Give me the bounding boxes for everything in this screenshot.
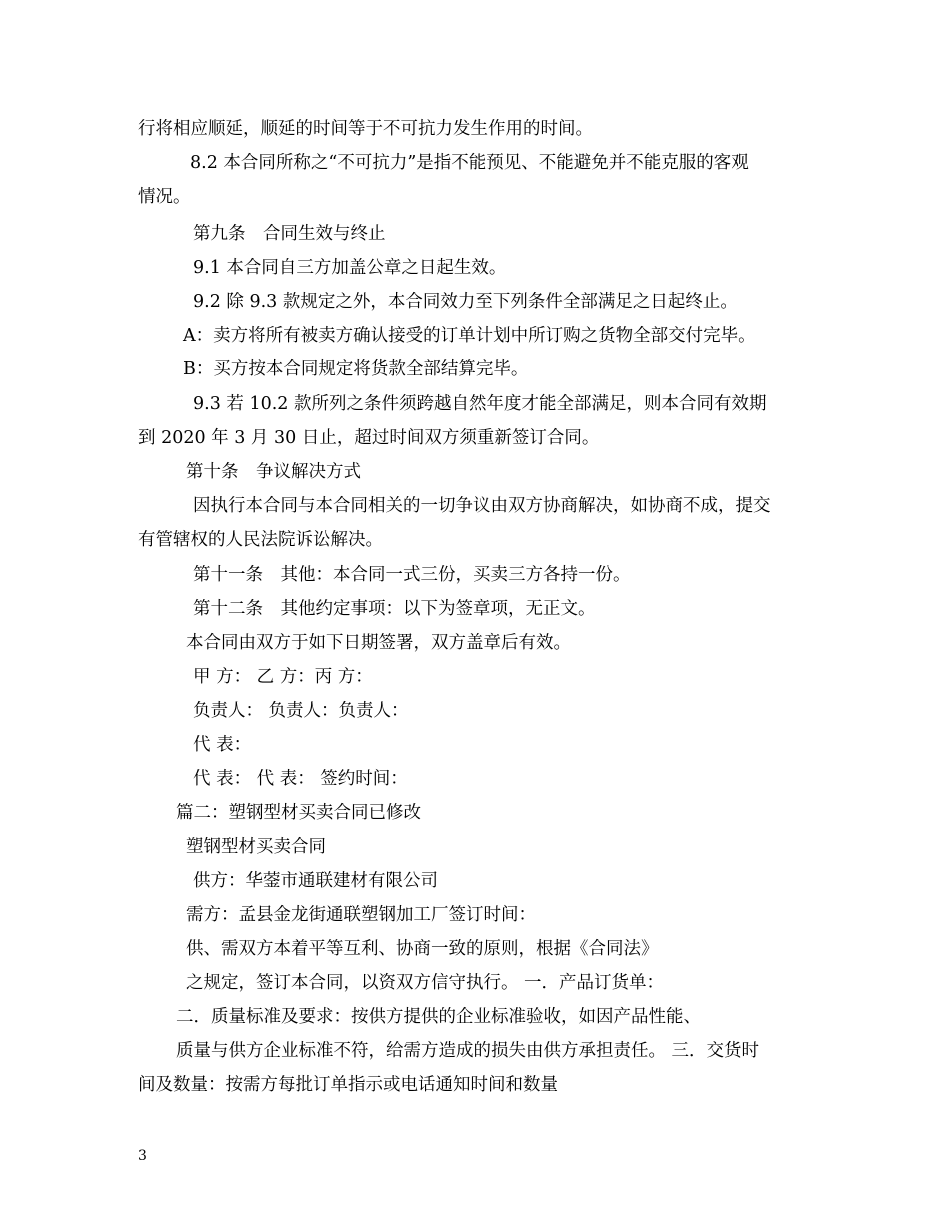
text-line: 情况。: [138, 187, 191, 207]
text-line: 8.2 本合同所称之“不可抗力”是指不能预见、不能避免并不能克服的客观: [190, 153, 749, 173]
text-line: 供、需双方本着平等互利、协商一致的原则，根据《合同法》: [186, 939, 659, 959]
text-line: 因执行本合同与本合同相关的一切争议由双方协商解决，如协商不成，提交: [193, 496, 771, 516]
text-line: A：卖方将所有被卖方确认接受的订单计划中所订购之货物全部交付完毕。: [183, 326, 756, 346]
section-heading: 篇二：塑钢型材买卖合同已修改: [176, 803, 421, 823]
text-line: 本合同由双方于如下日期签署，双方盖章后有效。: [186, 633, 571, 653]
text-line: 之规定，签订本合同，以资双方信守执行。 一．产品订货单：: [186, 973, 665, 993]
text-line: 有管辖权的人民法院诉讼解决。: [138, 530, 383, 550]
signature-line: 甲 方： 乙 方：丙 方：: [193, 667, 373, 687]
signature-line: 代 表：: [193, 735, 252, 755]
text-line: 9.2 除 9.3 款规定之外，本合同效力至下列条件全部满足之日起终止。: [193, 292, 738, 312]
text-line: 行将相应顺延，顺延的时间等于不可抗力发生作用的时间。: [138, 119, 593, 139]
text-line: B：买方按本合同规定将货款全部结算完毕。: [183, 359, 529, 379]
text-line: 间及数量：按需方每批订单指示或电话通知时间和数量: [138, 1075, 558, 1095]
text-line: 第十一条 其他：本合同一式三份，买卖三方各持一份。: [193, 565, 631, 585]
section-heading: 塑钢型材买卖合同: [186, 837, 326, 857]
page-number: 3: [138, 1148, 147, 1164]
text-line: 质量与供方企业标准不符，给需方造成的损失由供方承担责任。 三．交货时: [176, 1041, 760, 1061]
text-line: 第十二条 其他约定事项：以下为签章项，无正文。: [193, 599, 596, 619]
text-line: 供方：华蓥市通联建材有限公司: [193, 871, 438, 891]
signature-line: 负责人： 负责人：负责人：: [193, 701, 409, 721]
text-line: 到 2020 年 3 月 30 日止，超过时间双方须重新签订合同。: [138, 428, 600, 448]
section-heading: 第十条 争议解决方式: [186, 462, 361, 482]
text-line: 9.1 本合同自三方加盖公章之日起生效。: [193, 258, 507, 278]
text-line: 二．质量标准及要求：按供方提供的企业标准验收，如因产品性能、: [176, 1007, 701, 1027]
signature-line: 代 表： 代 表： 签约时间：: [193, 769, 408, 789]
text-line: 9.3 若 10.2 款所列之条件须跨越自然年度才能全部满足，则本合同有效期: [193, 394, 767, 414]
text-line: 需方：孟县金龙街通联塑钢加工厂签订时间：: [186, 905, 536, 925]
section-heading: 第九条 合同生效与终止: [193, 224, 386, 244]
